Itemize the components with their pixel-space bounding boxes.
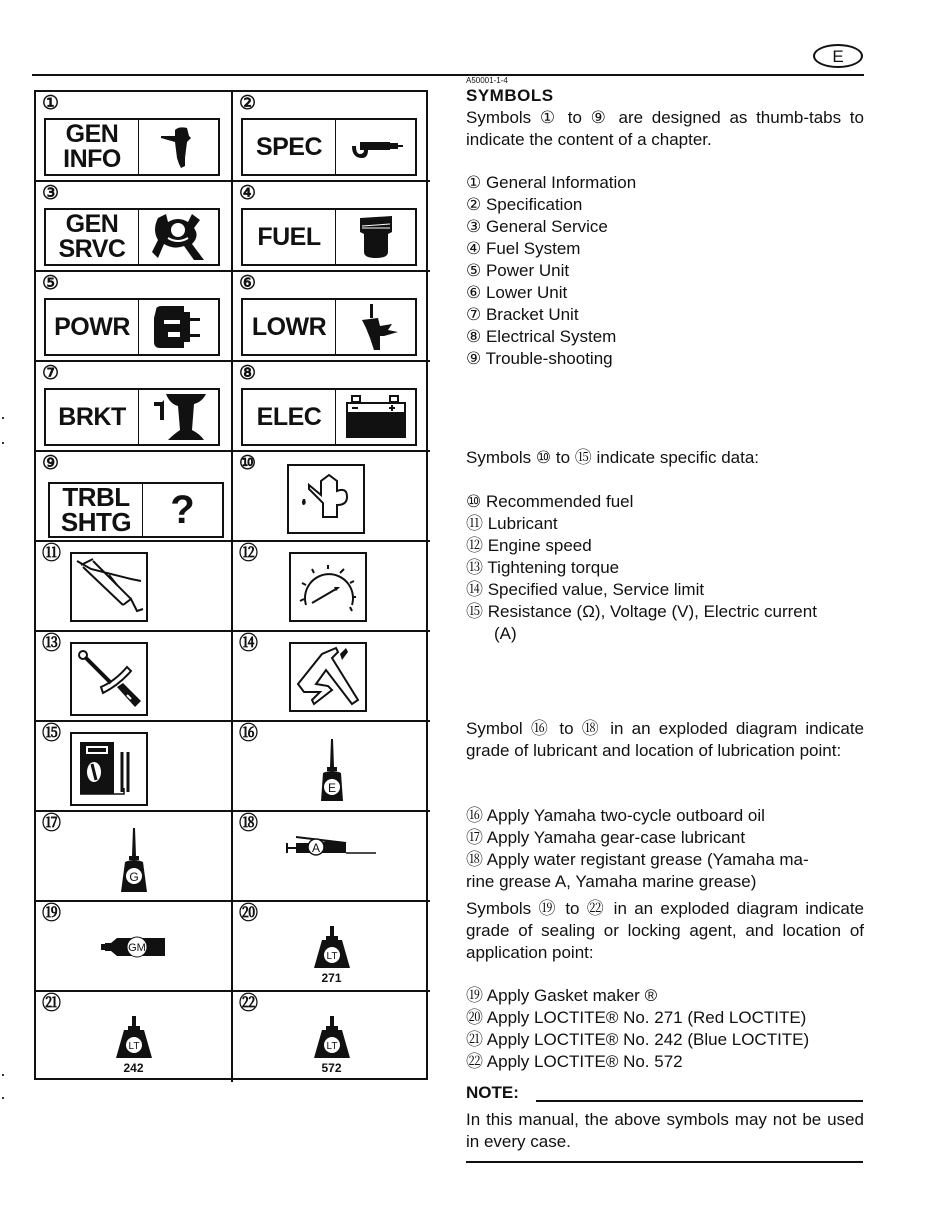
note-bottom-rule [466,1161,863,1163]
symbol-number: ⑭ [239,633,259,654]
symbol-cell-9 [36,452,233,542]
section-heading: SYMBOLS [466,86,554,105]
thumb-tab-label: SPEC [243,120,336,174]
symbol-number: ⑯ [239,723,259,744]
oil-can-icon [287,464,365,534]
symbol-number: ⑥ [239,273,257,294]
sealing-list [466,985,864,1073]
symbols-table [34,90,428,1080]
thumb-tab-label: FUEL [243,210,336,264]
list-item: ⑤ Power Unit [466,261,570,280]
lubricant-list [466,805,864,893]
oiler-e-icon [233,728,430,806]
svg-text:LT: LT [128,1040,139,1052]
symbol-number: ⑤ [42,273,60,294]
list-item: ⑰ Apply Yamaha gear-case lubricant [466,828,746,847]
list-item: ③ General Service [466,217,608,236]
list-item: (A) [494,624,517,643]
symbol-number: ⑳ [239,903,259,924]
list-item: ⑳ Apply LOCTITE® No. 271 (Red LOCTITE) [466,1008,807,1027]
svg-text:A: A [311,841,320,855]
svg-text:E: E [327,781,336,795]
symbol-cell-15 [36,722,233,812]
symbol-cell-1 [36,92,233,182]
note-rule [536,1100,863,1102]
scan-mark [2,442,4,444]
symbol-cell-14 [233,632,430,722]
symbol-number: ⑦ [42,363,60,384]
symbol-cell-3 [36,182,233,272]
lower-unit-icon [336,300,415,354]
engine-block-icon [139,300,218,354]
symbol-number: ⑬ [42,633,62,654]
symbol-cell-18 [233,812,430,902]
symbol-number: ㉑ [42,993,62,1014]
grease-gun-icon [70,552,148,622]
thumb-tab-elec [241,388,417,446]
thumb-tab-label: GEN INFO [46,120,139,174]
note-text: In this manual, the above symbols may not be used in every case. [466,1110,864,1151]
list-item: ① General Information [466,173,637,192]
scan-mark [2,1074,4,1076]
list-item: ⑦ Bracket Unit [466,305,579,324]
symbol-number: ⑩ [239,453,257,474]
oiler-g-icon [36,818,231,896]
loctite-number: 572 [321,1060,342,1075]
intro-specific-data: Symbols ⑩ to ⑮ indicate specific data: [466,448,760,467]
thumb-tab-lowr [241,298,417,356]
thumb-tab-gen-srvc [44,208,220,266]
thumb-tab-label: TRBL SHTG [50,484,143,536]
svg-text:GM: GM [127,942,146,954]
symbol-number: ③ [42,183,60,204]
thumb-tab-fuel [241,208,417,266]
question-mark-icon: ? [170,487,195,532]
intro-thumb-tabs: Symbols ① to ⑨ are designed as thumb-tabs to indicate the content of a chapter. [466,108,864,149]
outboard-motor-icon [139,120,218,174]
note-label: NOTE: [466,1083,519,1102]
battery-icon [336,390,415,444]
symbol-number: ⑲ [42,903,62,924]
list-item: ㉒ Apply LOCTITE® No. 572 [466,1052,683,1071]
symbol-number: ⑫ [239,543,259,564]
symbol-number: ⑧ [239,363,257,384]
symbol-cell-22 [233,992,430,1082]
list-item: ⑯ Apply Yamaha two-cycle outboard oil [466,806,765,825]
intro-sealing: Symbols ⑲ to ㉒ in an exploded diagram indicate grade of sealing or locking agent, and location of application point: [466,899,864,962]
bracket-icon [139,390,218,444]
thumb-tab-brkt [44,388,220,446]
list-item: ㉑ Apply LOCTITE® No. 242 (Blue LOCTITE) [466,1030,810,1049]
thumb-tab-label: LOWR [243,300,336,354]
symbol-cell-12 [233,542,430,632]
list-item: ⑱ Apply water registant grease (Yamaha ma- [466,850,809,869]
symbol-number: ⑮ [42,723,62,744]
scan-mark [2,1097,4,1099]
list-item: ④ Fuel System [466,239,581,258]
symbol-cell-17 [36,812,233,902]
thumb-tab-label: ELEC [243,390,336,444]
symbol-cell-11 [36,542,233,632]
symbol-cell-19 [36,902,233,992]
list-item: ⑭ Specified value, Service limit [466,580,705,599]
symbol-cell-10 [233,452,430,542]
symbol-cell-16 [233,722,430,812]
thumb-tab-label: BRKT [46,390,139,444]
list-item: rine grease A, Yamaha marine grease) [466,872,757,891]
symbol-number: ① [42,93,60,114]
thumb-tab-spec [241,118,417,176]
thumb-tab-powr [44,298,220,356]
caliper-icon [289,642,367,712]
loctite-bottle-icon [233,922,430,986]
symbol-cell-7 [36,362,233,452]
grease-gun-a-icon [233,812,430,880]
list-item: ⑨ Trouble-shooting [466,349,613,368]
list-item: ⑬ Tightening torque [466,558,620,577]
symbol-cell-13 [36,632,233,722]
multimeter-icon [70,732,148,806]
loctite-bottle-icon [233,1010,430,1078]
list-item: ⑧ Electrical System [466,327,617,346]
scan-mark [2,417,4,419]
thumb-tab-gen-info [44,118,220,176]
list-item: ② Specification [466,195,583,214]
chapter-list [466,172,864,370]
symbol-number: ⑪ [42,543,62,564]
symbol-cell-2 [233,92,430,182]
wrench-icon [139,210,218,264]
list-item: ⑮ Resistance (Ω), Voltage (V), Electric current [466,602,817,621]
loctite-bottle-icon [36,1010,231,1078]
gasket-tube-gm-icon [36,908,231,986]
svg-text:G: G [128,870,139,884]
symbol-cell-21 [36,992,233,1082]
symbol-cell-8 [233,362,430,452]
thumb-tab-trbl-shtg [48,482,224,538]
svg-text:LT: LT [326,1040,337,1052]
symbol-cell-20 [233,902,430,992]
document-id: A50001-1-4 [466,76,508,85]
symbol-number: ② [239,93,257,114]
symbol-cell-5 [36,272,233,362]
intro-lubricant: Symbol ⑯ to ⑱ in an exploded diagram indicate grade of lubricant and location of lubrication point: [466,719,864,760]
symbol-number: ⑰ [42,813,62,834]
list-item: ⑫ Engine speed [466,536,592,555]
tachometer-icon [289,552,367,622]
list-item: ⑩ Recommended fuel [466,492,634,511]
symbol-number: ㉒ [239,993,259,1014]
symbol-number: ⑨ [42,453,60,474]
loctite-number: 242 [123,1060,144,1075]
symbol-number: ④ [239,183,257,204]
loctite-number: 271 [321,970,342,985]
symbol-cell-6 [233,272,430,362]
language-badge: E [813,44,863,68]
svg-text:LT: LT [326,950,337,962]
list-item: ⑲ Apply Gasket maker ® [466,986,658,1005]
torque-wrench-icon [70,642,148,716]
list-item: ⑪ Lubricant [466,514,558,533]
header-rule [32,74,864,76]
symbol-number: ⑱ [239,813,259,834]
micrometer-icon [336,120,415,174]
list-item: ⑥ Lower Unit [466,283,568,302]
thumb-tab-label: POWR [46,300,139,354]
specific-data-list [466,491,864,645]
thumb-tab-label: GEN SRVC [46,210,139,264]
carburetor-icon [336,210,415,264]
symbol-cell-4 [233,182,430,272]
